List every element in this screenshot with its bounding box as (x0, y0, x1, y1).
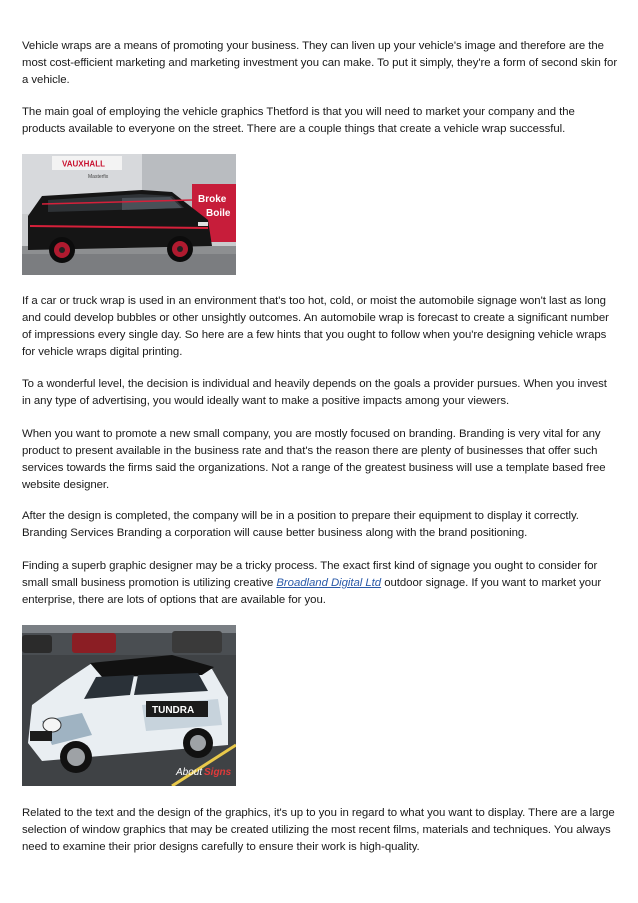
broken-boiler-text-1: Broke (198, 194, 227, 205)
dealer-sign-text: Masterfix (88, 174, 109, 180)
about-signs-watermark-1: About (176, 767, 203, 778)
paragraph-environment: If a car or truck wrap is used in an environment that's too hot, cold, or moist the automobile signage won't last as long and could develop bubbles or other unsightly outcomes. An automobile wrap is forecast to create a significant number of impressions every single day. So here are a few hints that you ought to follow when you're designing vehicle wraps for vehicle wraps digital printing. (22, 295, 609, 358)
paragraph-window-graphics: Related to the text and the design of the graphics, it's up to you in regard to what you want to display. There are a large selection of window graphics that may be created utilizing the most recent films, materials and techniques. You always need to examine their prior designs carefully to ensure their work is high-quality. (22, 807, 615, 853)
paragraph-graphic-designer-end: outdoor signage. If you want to market your enterprise, there are lots of options that are available for you. (22, 577, 602, 606)
tundra-door-text: TUNDRA (152, 705, 195, 716)
paragraph-main-goal: The main goal of employing the vehicle graphics Thetford is that you will need to market your company and the products available to everyone on the street. There are a couple things that create a vehicle wrap successful. (22, 106, 575, 135)
paragraph-graphic-designer (22, 558, 618, 609)
paragraph-intro: Vehicle wraps are a means of promoting your business. They can liven up your vehicle's image and therefore are the most cost-efficient marketing and marketing investment you can make. To put it simply, they're a form of second skin for a vehicle. (22, 40, 618, 86)
paragraph-branding: When you want to promote a new small company, you are mostly focused on branding. Branding is very vital for any product to present available in the business rate and that's the reason there are plenty of businesses that offer such services towards the firms said the organizations. Not a range of the greatest business will use a template based free website designer. (22, 428, 606, 491)
broken-boiler-text-2: Boile (206, 208, 231, 219)
vauxhall-sign-text: VAUXHALL (62, 159, 105, 169)
paragraph-decision: To a wonderful level, the decision is individual and heavily depends on the goals a provider pursues. When you invest in any type of advertising, you would ideally want to make a positive impacts among your viewers. (22, 378, 607, 407)
broadland-digital-link[interactable]: Broadland Digital Ltd (276, 577, 382, 589)
about-signs-watermark-2: Signs (204, 767, 232, 778)
mini-wrap-photo (22, 625, 236, 786)
paragraph-graphic-designer-start: Finding a superb graphic designer may be a tricky process. The exact first kind of signage you ought to consider for small small business promotion is utilizing creative (22, 560, 598, 589)
van-wrap-photo (22, 154, 236, 275)
paragraph-design-completed: After the design is completed, the company will be in a position to prepare their equipment to display it correctly. Branding Services Branding a corporation will cause better business along with the brand positioning. (22, 510, 579, 539)
